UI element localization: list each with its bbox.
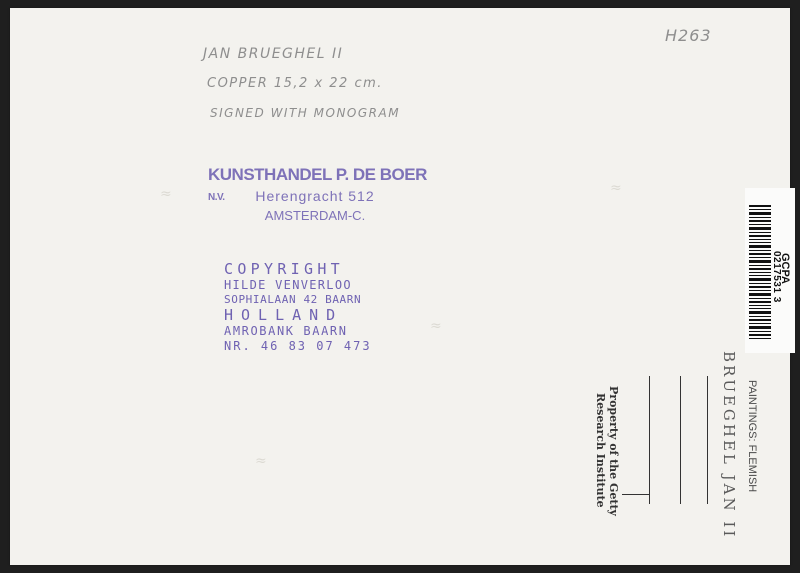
- barcode-gcpa: GCPA: [779, 253, 791, 284]
- getty-category: PAINTINGS: FLEMISH: [746, 380, 758, 493]
- bracket-line: [622, 494, 649, 495]
- copyright-line-5: AMROBANK BAARN: [224, 324, 348, 338]
- dealer-suffix: N.V.: [208, 192, 225, 203]
- ghost-mark: ≈: [160, 186, 172, 202]
- photo-card-back: [10, 8, 790, 565]
- dealer-name: KUNSTHANDEL P. DE BOER: [208, 165, 427, 184]
- ghost-mark: ≈: [430, 318, 442, 334]
- copyright-line-4: HOLLAND: [224, 306, 344, 324]
- dealer-street: Herengracht 512: [255, 188, 375, 204]
- medium-annotation: COPPER 15,2 x 22 cm.: [207, 76, 383, 91]
- copyright-line-3: SOPHIALAAN 42 BAARN: [224, 293, 362, 306]
- catalog-number: H263: [665, 26, 712, 45]
- bracket-line: [649, 376, 650, 504]
- copyright-line-6: NR. 46 83 07 473: [224, 339, 372, 353]
- artist-annotation: JAN BRUEGHEL II: [203, 46, 344, 62]
- dealer-city: AMSTERDAM-C.: [264, 208, 366, 223]
- barcode-label: [745, 188, 795, 353]
- bracket-line: [707, 376, 708, 504]
- bracket-line: [680, 376, 681, 504]
- getty-property-line-1: Property of the Getty: [607, 386, 620, 516]
- ghost-mark: ≈: [255, 453, 267, 469]
- copyright-line-2: HILDE VENVERLOO: [224, 278, 352, 292]
- getty-property-line-2: Research Institute: [594, 393, 607, 508]
- ghost-mark: ≈: [610, 180, 622, 196]
- getty-artist-typed: BRUEGHEL JAN II: [720, 351, 738, 540]
- copyright-line-1: COPYRIGHT: [224, 260, 344, 278]
- barcode-number: 0217531 3: [771, 251, 782, 303]
- signature-note: SIGNED WITH MONOGRAM: [210, 106, 401, 120]
